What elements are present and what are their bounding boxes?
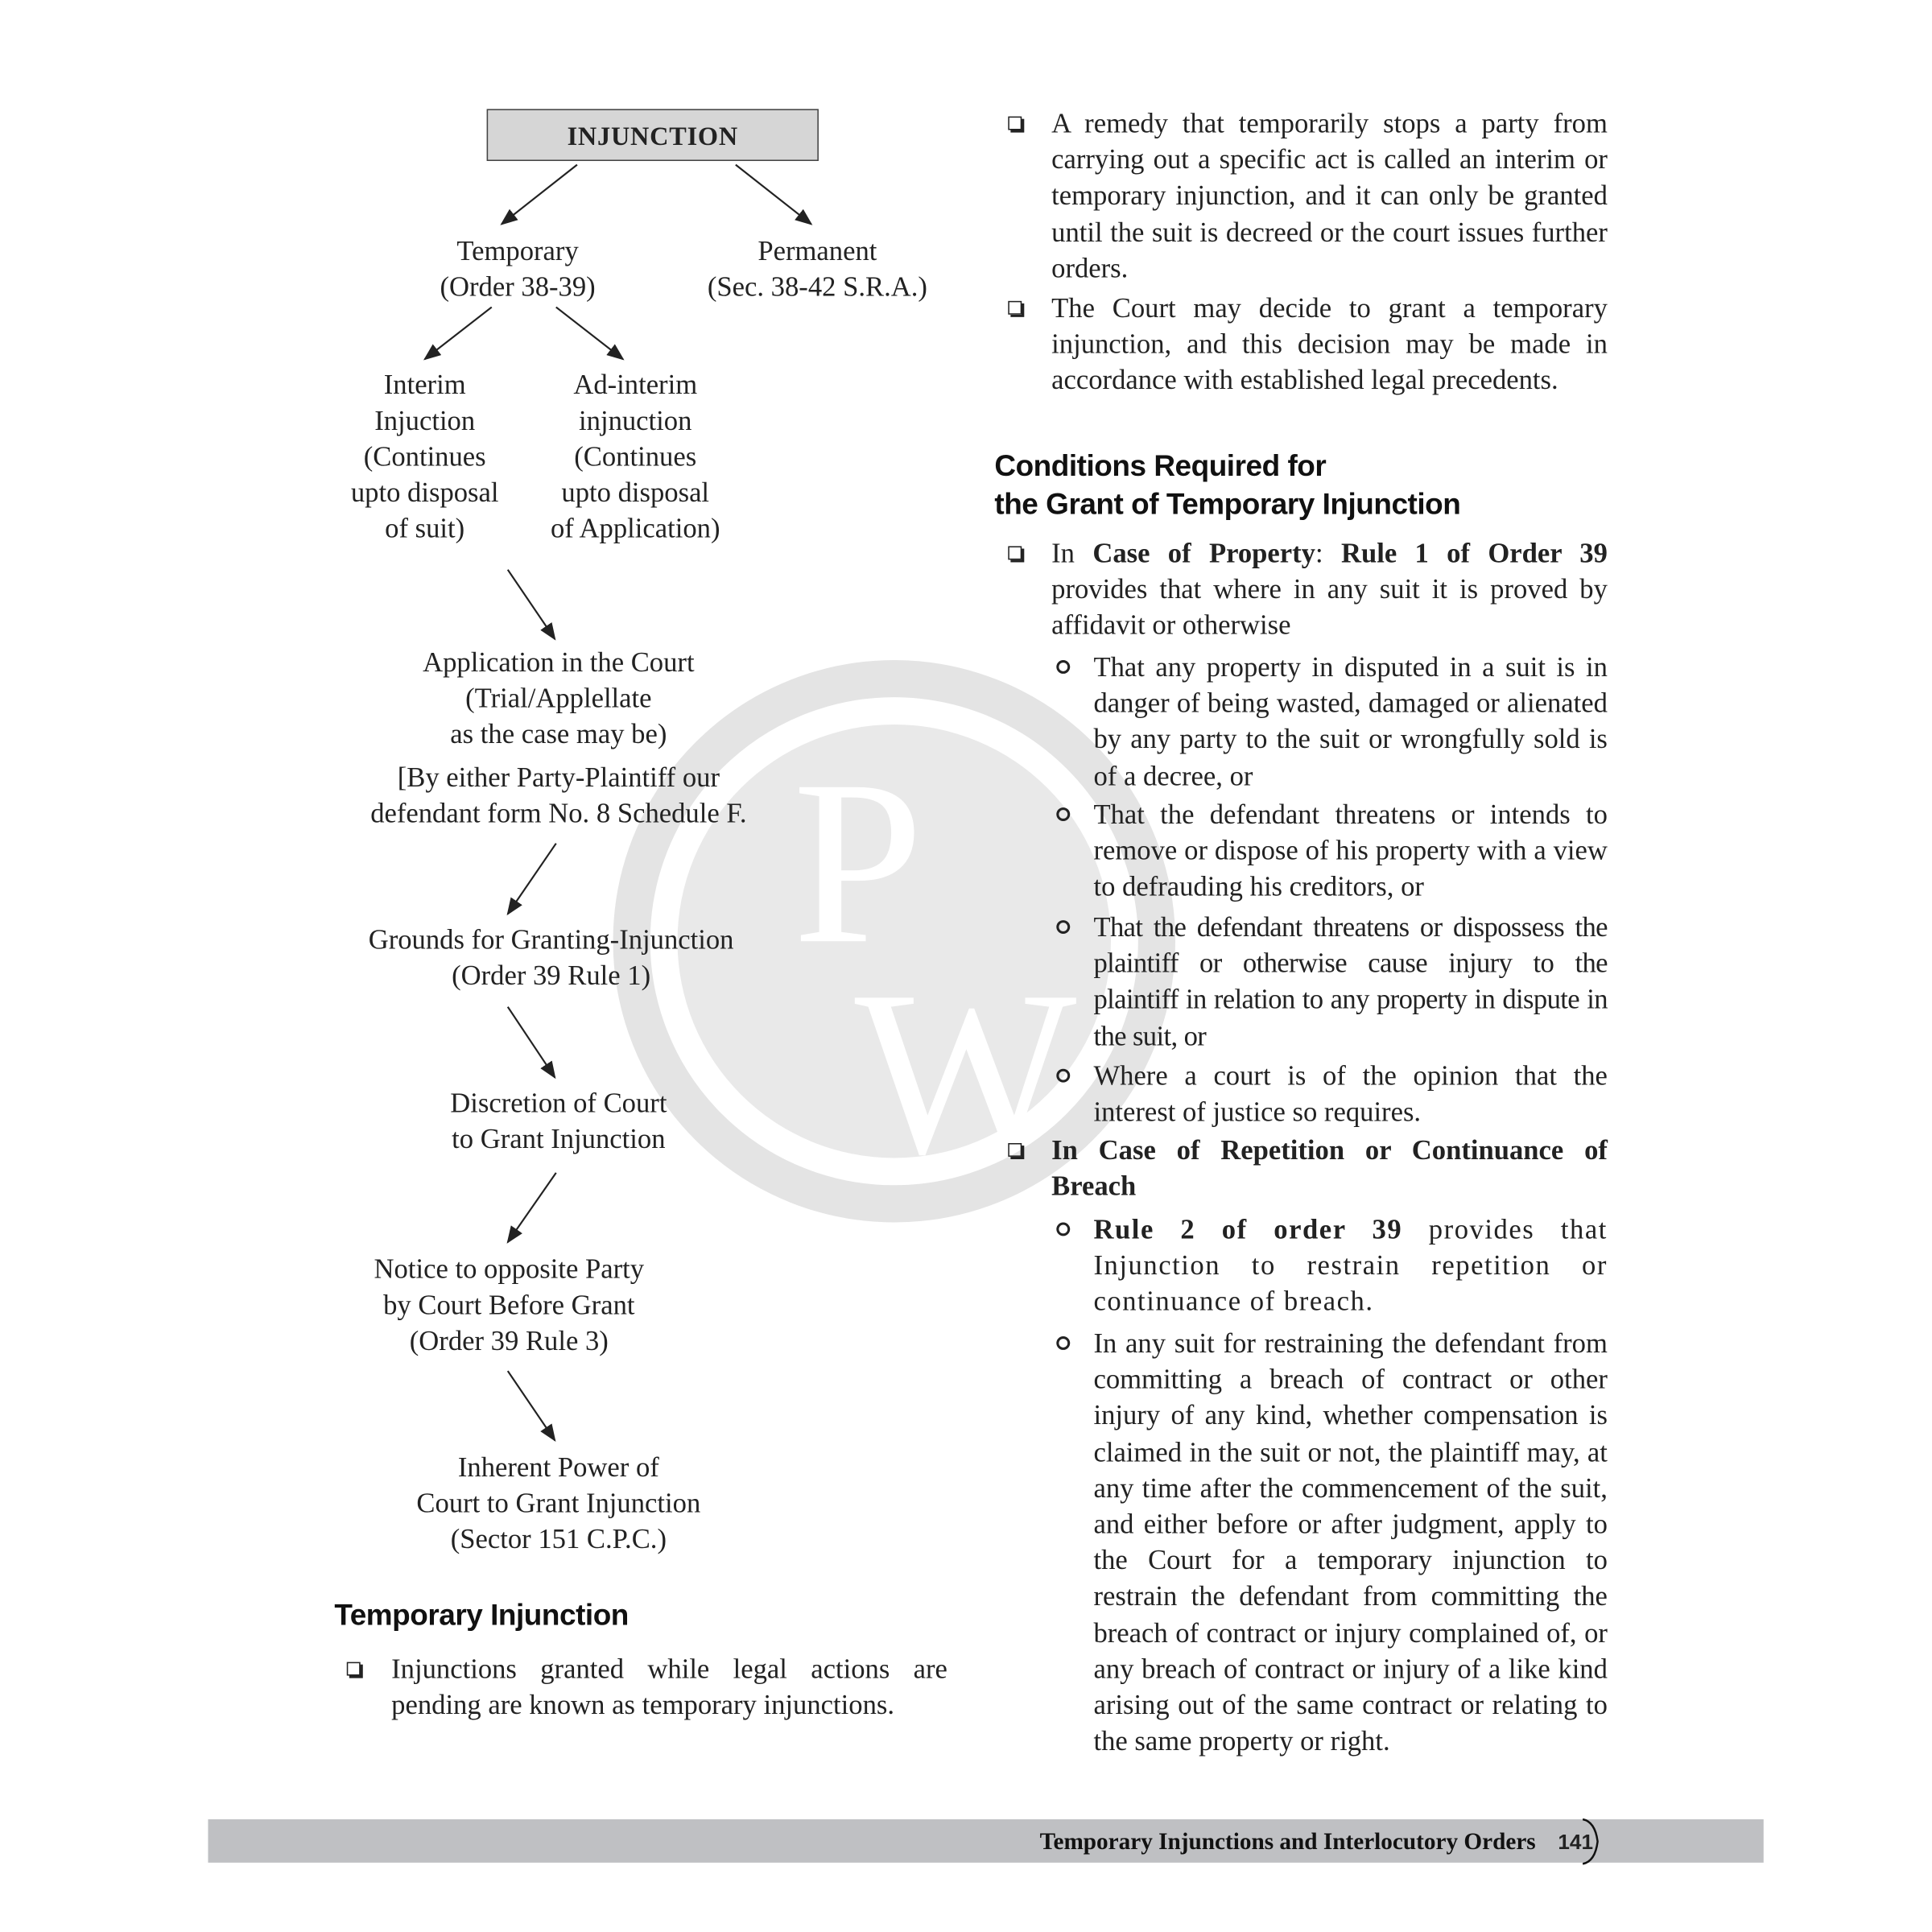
heading-conditions: Conditions Required for the Grant of Temporary Injunction (994, 449, 1461, 522)
page-number: 141 (1558, 1830, 1594, 1855)
injunction-root-node: INJUNCTION (487, 109, 819, 161)
node-discretion: Discretion of Court to Grant Injunction (450, 1087, 667, 1154)
bullet-remedy: A remedy that temporarily stops a party from carrying out a specific act is called an interim or temporary injunction, and it can only be granted until the suit is decreed or the court issues further orders. (1051, 107, 1608, 284)
circle-bullet-icon (1056, 920, 1070, 934)
sub-bullet-interest-of-justice: Where a court is of the opinion that the interest of justice so requires. (1093, 1059, 1608, 1128)
node-application: Application in the Court (Trial/Applellate as the case may be) (423, 646, 695, 749)
sub-bullet-rule-2: Rule 2 of order 39 provides that Injunction to restrain repetition or continuance of breach. (1093, 1213, 1608, 1318)
bullet-temporary-definition: Injunctions granted while legal actions are pending are known as temporary injunctions. (391, 1653, 947, 1721)
square-bullet-icon (1008, 1143, 1022, 1157)
svg-text:W: W (854, 943, 1077, 1203)
node-by-either-party: [By either Party-Plaintiff our defendant form No. 8 Schedule F. (370, 762, 747, 829)
footer-chapter-title: Temporary Injunctions and Interlocutory Orders (1039, 1829, 1536, 1856)
heading-temporary-injunction: Temporary Injunction (334, 1599, 629, 1633)
sub-bullet-property-danger: That any property in disputed in a suit is in danger of being wasted, damaged or alienated by any party to the suit or wrongfully sold is of a decree, or (1093, 651, 1608, 791)
sub-bullet-defendant-threatens: That the defendant threatens or intends to remove or dispose of his property with a view to defrauding his creditors, or (1093, 799, 1608, 902)
square-bullet-icon (1008, 546, 1022, 559)
node-interim: Interim Injuction (Continues upto disposal of suit) (350, 369, 499, 544)
square-bullet-icon (347, 1662, 361, 1676)
bullet-repetition-breach: In Case of Repetition or Continuance of Breach (1051, 1134, 1608, 1202)
square-bullet-icon (1008, 117, 1022, 130)
page-number-bracket-icon (1580, 1817, 1605, 1867)
circle-bullet-icon (1056, 1336, 1070, 1350)
page-footer (208, 1819, 1763, 1863)
circle-bullet-icon (1056, 1069, 1070, 1083)
sub-bullet-restraining-suit: In any suit for restraining the defendant from committing a breach of contract or other injury of any kind, whether compensation is claimed in the suit or not, the plaintiff may, at any time after the commencement of the suit, and either before or after judgment, apply to the Court for a temporary injunction to restrain the defendant from committing the breach of contract or injury complained of, or any breach of contract or injury of a like kind arising out of the same contract or relating to the same property or right. (1093, 1327, 1608, 1757)
node-inherent-power: Inherent Power of Court to Grant Injunction (Sector 151 C.P.C.) (416, 1451, 701, 1554)
node-grounds: Grounds for Granting-Injunction (Order 39 Rule 1) (368, 923, 734, 991)
node-temporary: Temporary (Order 38-39) (440, 235, 596, 303)
svg-text:P: P (792, 733, 924, 993)
node-notice: Notice to opposite Party by Court Before Grant (Order 39 Rule 3) (374, 1253, 645, 1356)
node-permanent: Permanent (Sec. 38-42 S.R.A.) (707, 235, 927, 303)
sub-bullet-dispossess: That the defendant threatens or dispossess the plaintiff or otherwise cause injury to the plaintiff in relation to any property in dispute in the suit, or (1093, 911, 1608, 1051)
bullet-court-decide: The Court may decide to grant a temporary injunction, and this decision may be made in accordance with established legal precedents. (1051, 292, 1608, 396)
bullet-case-of-property: In Case of Property: Rule 1 of Order 39 provides that where in any suit it is proved by affidavit or otherwise (1051, 537, 1608, 642)
square-bullet-icon (1008, 301, 1022, 315)
circle-bullet-icon (1056, 1222, 1070, 1236)
node-ad-interim: Ad-interim injnuction (Continues upto disposal of Application) (550, 369, 720, 544)
circle-bullet-icon (1056, 807, 1070, 821)
circle-bullet-icon (1056, 660, 1070, 674)
